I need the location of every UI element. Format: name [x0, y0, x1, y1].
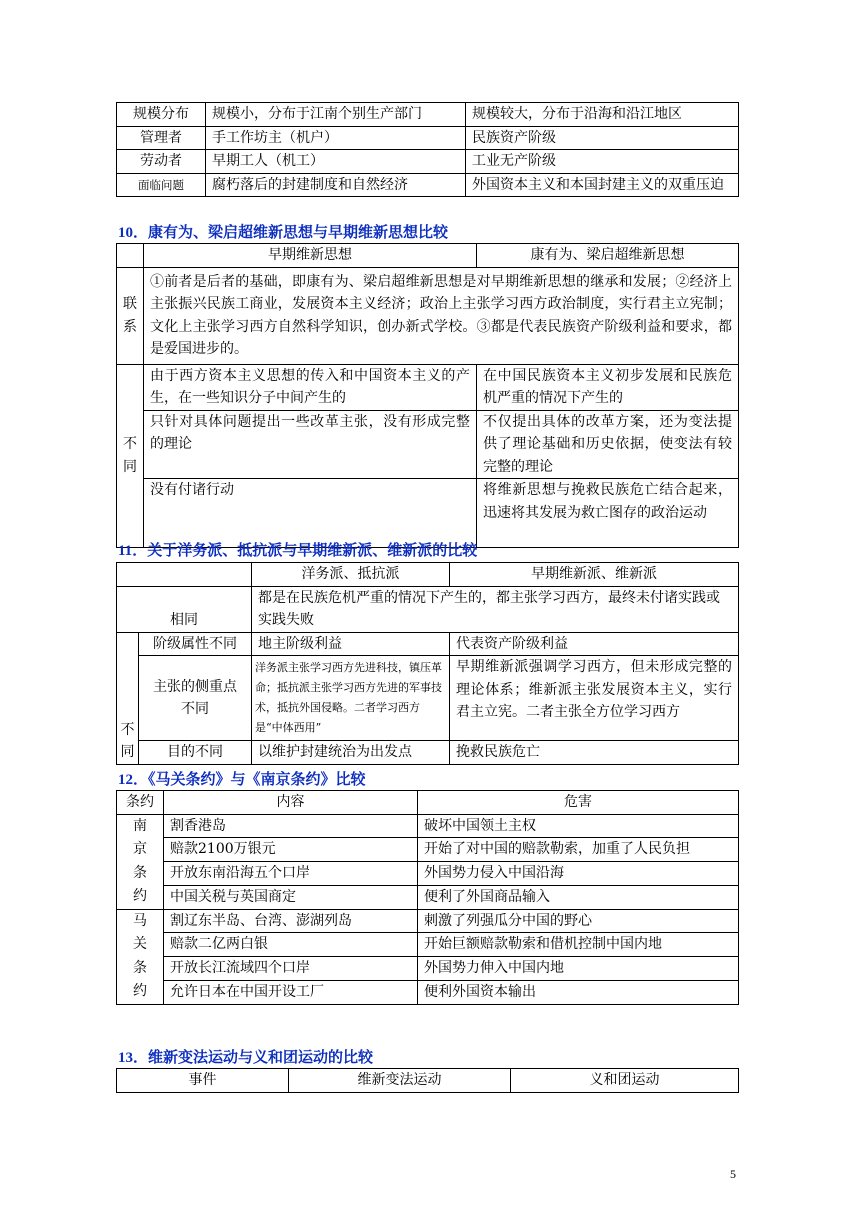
cell: ①前者是后者的基础，即康有为、梁启超维新思想是对早期维新思想的继承和发展；②经济上主张振兴民族工商业，发展资本主义经济；政治上主张学习西方政治制度，实行君主立宪制；文化上主张学习西方自然科学知识，创办新式学校。③都是代表民族资产阶级利益和要求，都是爱国进步的。 — [144, 267, 739, 364]
row-label: 管理者 — [117, 126, 206, 150]
table-row — [117, 814, 739, 838]
table-header-row — [117, 244, 739, 268]
treaty-name: 南京条约 — [117, 814, 164, 909]
cell: 外国资本主义和本国封建主义的双重压迫 — [466, 173, 739, 197]
col-header: 条约 — [117, 791, 164, 815]
table-row — [117, 980, 739, 1004]
cell: 赔款2100万银元 — [164, 838, 418, 862]
cell: 由于西方资本主义思想的传入和中国资本主义的产生，在一些知识分子中间产生的 — [144, 364, 477, 410]
col-header: 洋务派、抵抗派 — [252, 563, 450, 587]
table-row — [117, 862, 739, 886]
cell: 割香港岛 — [164, 814, 418, 838]
col-header: 义和团运动 — [511, 1069, 739, 1093]
col-header: 早期维新派、维新派 — [450, 563, 739, 587]
cell: 都是在民族危机严重的情况下产生的，都主张学习西方，最终未付诸实践或实践失败 — [252, 586, 739, 632]
row-label: 相同 — [117, 586, 252, 632]
table-row — [117, 267, 739, 364]
table-header-row — [117, 791, 739, 815]
row-label: 主张的侧重点不同 — [139, 656, 252, 741]
cell: 早期维新派强调学习西方，但未形成完整的理论体系；维新派主张发展资本主义，实行君主立宪。二者主张全方位学习西方 — [450, 656, 739, 741]
section-10-heading: 10．康有为、梁启超维新思想与早期维新思想比较 — [118, 223, 449, 241]
cell: 开始了对中国的赔款勒索，加重了人民负担 — [418, 838, 739, 862]
cell: 在中国民族资本主义初步发展和民族危机严重的情况下产生的 — [477, 364, 739, 410]
table-row — [117, 126, 739, 150]
row-label: 规模分布 — [117, 103, 206, 127]
cell: 规模较大，分布于沿海和沿江地区 — [466, 103, 739, 127]
cell: 代表资产阶级利益 — [450, 632, 739, 656]
row-label: 目的不同 — [139, 741, 252, 765]
table-row — [117, 410, 739, 479]
table-row — [117, 632, 739, 656]
cell: 洋务派主张学习西方先进科技，镇压革命；抵抗派主张学习西方先进的军事技术，抵抗外国侵略。二者学习西方是“中体西用” — [252, 656, 450, 741]
row-label: 联系 — [117, 267, 144, 364]
row-label: 不同 — [117, 364, 144, 548]
table-row — [117, 741, 739, 765]
table-row — [117, 479, 739, 548]
table-treaties — [116, 790, 739, 1005]
table-row — [117, 909, 739, 933]
cell: 将维新思想与挽救民族危亡结合起来，迅速将其发展为救亡图存的政治运动 — [477, 479, 739, 548]
treaty-name: 马关条约 — [117, 909, 164, 1004]
col-header: 早期维新思想 — [144, 244, 477, 268]
table-row — [117, 103, 739, 127]
cell: 民族资产阶级 — [466, 126, 739, 150]
cell: 开放长江流域四个口岸 — [164, 957, 418, 981]
cell: 地主阶级利益 — [252, 632, 450, 656]
row-label: 不同 — [117, 632, 139, 764]
cell: 早期工人（机工） — [206, 150, 466, 174]
table-row — [117, 957, 739, 981]
cell: 便利了外国商品输入 — [418, 885, 739, 909]
page-number: 5 — [730, 1167, 736, 1181]
section-12-heading: 12．《马关条约》与《南京条约》比较 — [118, 770, 366, 788]
cell: 规模小，分布于江南个别生产部门 — [206, 103, 466, 127]
table-row — [117, 838, 739, 862]
cell: 挽救民族危亡 — [450, 741, 739, 765]
cell: 割辽东半岛、台湾、澎湖列岛 — [164, 909, 418, 933]
table-row — [117, 150, 739, 174]
cell: 外国势力伸入中国内地 — [418, 957, 739, 981]
cell: 不仅提出具体的改革方案，还为变法提供了理论基础和历史依据，使变法有较完整的理论 — [477, 410, 739, 479]
section-13-heading: 13．维新变法运动与义和团运动的比较 — [118, 1048, 374, 1066]
row-label: 劳动者 — [117, 150, 206, 174]
cell: 刺激了列强瓜分中国的野心 — [418, 909, 739, 933]
cell: 腐朽落后的封建制度和自然经济 — [206, 173, 466, 197]
cell: 允许日本在中国开设工厂 — [164, 980, 418, 1004]
row-label: 阶级属性不同 — [139, 632, 252, 656]
table-row — [117, 656, 739, 741]
cell: 开始巨额赔款勒索和借机控制中国内地 — [418, 933, 739, 957]
cell: 以维护封建统治为出发点 — [252, 741, 450, 765]
col-header: 康有为、梁启超维新思想 — [477, 244, 739, 268]
cell: 没有付诸行动 — [144, 479, 477, 548]
table-factions — [116, 562, 739, 765]
cell: 中国关税与英国商定 — [164, 885, 418, 909]
cell: 工业无产阶级 — [466, 150, 739, 174]
cell: 只针对具体问题提出一些改革主张，没有形成完整的理论 — [144, 410, 477, 479]
table-row — [117, 586, 739, 632]
section-11-heading: 11．关于洋务派、抵抗派与早期维新派、维新派的比较 — [118, 541, 478, 559]
table-row — [117, 364, 739, 410]
cell: 外国势力侵入中国沿海 — [418, 862, 739, 886]
cell: 赔款二亿两白银 — [164, 933, 418, 957]
cell: 手工作坊主（机户） — [206, 126, 466, 150]
table-reform-thought — [116, 243, 739, 548]
table-row — [117, 933, 739, 957]
table-header-row — [117, 563, 739, 587]
table-movements — [116, 1068, 739, 1093]
table-header-row — [117, 1069, 739, 1093]
row-label: 面临问题 — [117, 173, 206, 197]
table-industry-compare — [116, 102, 739, 197]
table-row — [117, 173, 739, 197]
col-header: 危害 — [418, 791, 739, 815]
col-header: 维新变法运动 — [289, 1069, 511, 1093]
cell: 破坏中国领土主权 — [418, 814, 739, 838]
col-header: 内容 — [164, 791, 418, 815]
col-header: 事件 — [117, 1069, 289, 1093]
table-row — [117, 885, 739, 909]
cell: 便利外国资本输出 — [418, 980, 739, 1004]
cell: 开放东南沿海五个口岸 — [164, 862, 418, 886]
